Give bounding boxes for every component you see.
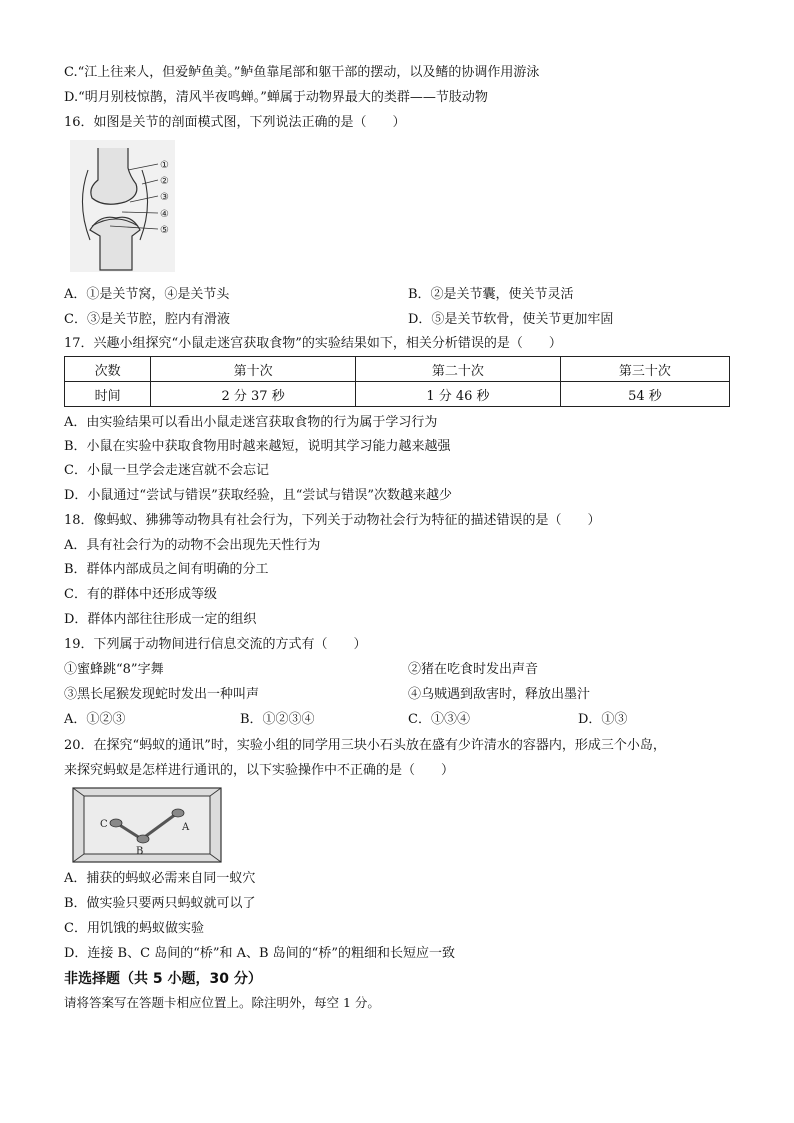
table-cell: 第十次 (151, 357, 356, 382)
q20-option-d: D．连接 B、C 岛间的“桥”和 A、B 岛间的“桥”的粗细和长短应一致 (64, 946, 455, 961)
table-cell: 54 秒 (560, 382, 729, 407)
table-cell: 时间 (65, 382, 151, 407)
island-label-b: B (136, 846, 144, 857)
q19-item-4: ④乌贼遇到敌害时，释放出墨汁 (408, 687, 591, 702)
table-cell: 第二十次 (356, 357, 561, 382)
q19-item-1: ①蜜蜂跳“8”字舞 (64, 662, 164, 677)
q15-option-d: D.“明月别枝惊鹊，清风半夜鸣蝉。”蝉属于动物界最大的类群——节肢动物 (64, 90, 488, 105)
island-label-c: C (100, 819, 108, 830)
joint-label-2: ② (160, 176, 169, 187)
table-row (65, 382, 730, 407)
q20-option-b: B．做实验只要两只蚂蚁就可以了 (64, 896, 256, 911)
section-title: 非选择题（共 5 小题，30 分） (64, 971, 262, 987)
joint-diagram (70, 140, 180, 275)
q17-stem: 17．兴趣小组探究“小鼠走迷宫获取食物”的实验结果如下，相关分析错误的是（ ） (64, 336, 562, 351)
table-header-row (65, 357, 730, 382)
ant-island-diagram (72, 786, 224, 864)
q19-option-c: C．①③④ (408, 712, 470, 727)
q19-item-3: ③黑长尾猴发现蛇时发出一种叫声 (64, 687, 260, 702)
q19-option-b: B．①②③④ (240, 712, 315, 727)
q17-option-a: A．由实验结果可以看出小鼠走迷宫获取食物的行为属于学习行为 (64, 415, 438, 430)
table-cell: 第三十次 (560, 357, 729, 382)
table-cell: 1 分 46 秒 (356, 382, 561, 407)
q20-stem-line2: 来探究蚂蚁是怎样进行通讯的，以下实验操作中不正确的是（ ） (64, 763, 455, 778)
q19-stem: 19．下列属于动物间进行信息交流的方式有（ ） (64, 637, 367, 652)
q16-option-b: B．②是关节囊，使关节灵活 (408, 287, 574, 302)
q18-option-b: B．群体内部成员之间有明确的分工 (64, 562, 269, 577)
q19-option-a: A．①②③ (64, 712, 126, 727)
q15-option-c: C.“江上往来人，但爱鲈鱼美。”鲈鱼靠尾部和躯干部的摆动，以及鳍的协调作用游泳 (64, 65, 540, 80)
joint-label-3: ③ (160, 192, 169, 203)
q18-option-c: C．有的群体中还形成等级 (64, 587, 217, 602)
q20-option-c: C．用饥饿的蚂蚁做实验 (64, 921, 204, 936)
island-label-a: A (182, 822, 190, 833)
q17-option-b: B．小鼠在实验中获取食物用时越来越短，说明其学习能力越来越强 (64, 439, 451, 454)
q19-option-d: D．①③ (578, 712, 628, 727)
table-cell: 2 分 37 秒 (151, 382, 356, 407)
q18-option-a: A．具有社会行为的动物不会出现先天性行为 (64, 538, 321, 553)
q16-option-a: A．①是关节窝，④是关节头 (64, 287, 230, 302)
joint-label-1: ① (160, 160, 169, 171)
section-instruction: 请将答案写在答题卡相应位置上。除注明外，每空 1 分。 (64, 995, 380, 1010)
q16-option-c: C．③是关节腔，腔内有滑液 (64, 312, 230, 327)
q20-option-a: A．捕获的蚂蚁必需来自同一蚁穴 (64, 871, 256, 886)
results-table (64, 356, 730, 407)
table-cell: 次数 (65, 357, 151, 382)
q16-option-d: D．⑤是关节软骨，使关节更加牢固 (408, 312, 614, 327)
q17-option-d: D．小鼠通过“尝试与错误”获取经验，且“尝试与错误”次数越来越少 (64, 488, 453, 503)
joint-label-5: ⑤ (160, 225, 169, 236)
q19-item-2: ②猪在吃食时发出声音 (408, 662, 539, 677)
joint-label-4: ④ (160, 209, 169, 220)
q16-stem: 16．如图是关节的剖面模式图，下列说法正确的是（ ） (64, 115, 406, 130)
q17-option-c: C．小鼠一旦学会走迷宫就不会忘记 (64, 463, 269, 478)
q18-option-d: D．群体内部往往形成一定的组织 (64, 612, 257, 627)
q18-stem: 18．像蚂蚁、狒狒等动物具有社会行为，下列关于动物社会行为特征的描述错误的是（ ） (64, 513, 601, 528)
q20-stem-line1: 20．在探究“蚂蚁的通讯”时，实验小组的同学用三块小石头放在盛有少许清水的容器内，形成三个小岛， (64, 738, 666, 753)
